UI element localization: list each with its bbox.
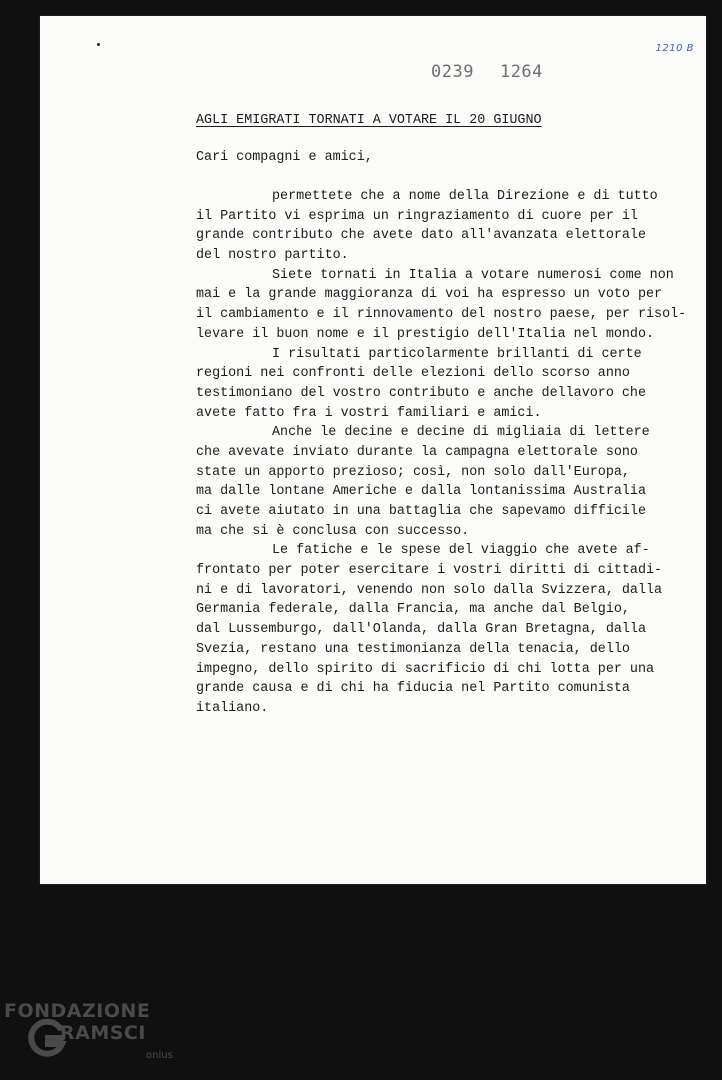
body-line: grande contributo che avete dato all'avanzata elettorale [196,228,646,244]
body-line: il cambiamento e il rinnovamento del nostro paese, per risol- [196,307,687,323]
body-line: frontato per poter esercitare i vostri diritti di cittadi- [196,563,663,579]
body-line: mai e la grande maggioranza di voi ha espresso un voto per [196,287,663,303]
logo-text-line3: onlus [146,1050,173,1061]
body-line: il Partito vi esprima un ringraziamento di cuore per il [196,208,638,224]
body-line: ci avete aiutato in una battaglia che sapevamo difficile [196,504,646,519]
body-line: levare il buon nome e il prestigio dell'Italia nel mondo. [196,326,655,342]
body-line: avete fatto fra i vostri familiari e amici. [196,405,542,421]
body-line: dal Lussemburgo, dall'Olanda, dalla Gran Bretagna, dalla [196,622,646,638]
body-line: Svezia, restano una testimonianza della tenacia, dello [196,641,630,657]
body-line: Anche le decine e decine di migliaia di lettere [272,425,650,441]
logo-text-line2: RAMSCI [60,1022,146,1044]
body-line: italiano. [196,700,269,716]
body-line: ma dalle lontane Americhe e dalla lontanissima Australia [196,484,646,500]
archive-code: 1210 B [655,43,694,54]
body-line: ni e di lavoratori, venendo non solo dalla Svizzera, dalla [196,582,663,598]
letter-body [196,187,687,719]
logo-text-line1: FONDAZIONE [4,1000,151,1022]
body-line: ma che si è conclusa con successo. [196,523,470,539]
body-line: regioni nei confronti delle elezioni dello scorso anno [196,366,630,382]
letter-salutation: Cari compagni e amici, [196,150,373,165]
body-line: del nostro partito. [196,248,349,264]
letter-title: AGLI EMIGRATI TORNATI A VOTARE IL 20 GIUGNO [196,113,542,128]
body-line: state un apporto prezioso; così, non solo dall'Europa, [196,464,630,480]
body-line: permettete che a nome della Direzione e di tutto [272,189,658,204]
body-line: Siete tornati in Italia a votare numerosi come non [272,267,674,283]
paper-speck [97,43,100,46]
body-line: testimoniano del vostro contributo e anche dellavoro che [196,385,646,401]
stamp-number-1: 0239 [431,62,474,82]
body-line: Le fatiche e le spese del viaggio che avete af- [272,543,650,559]
archive-stamp [431,62,543,82]
body-line: I risultati particolarmente brillanti di certe [272,346,642,362]
fondazione-gramsci-logo [4,1000,184,1070]
body-line: impegno, dello spirito di sacrificio di chi lotta per una [196,661,655,677]
body-line: Germania federale, dalla Francia, ma anche dal Belgio, [196,602,630,618]
body-line: che avevate inviato durante la campagna elettorale sono [196,444,638,460]
body-line: grande causa e di chi ha fiducia nel Partito comunista [196,681,630,697]
stamp-number-2: 1264 [499,62,543,82]
